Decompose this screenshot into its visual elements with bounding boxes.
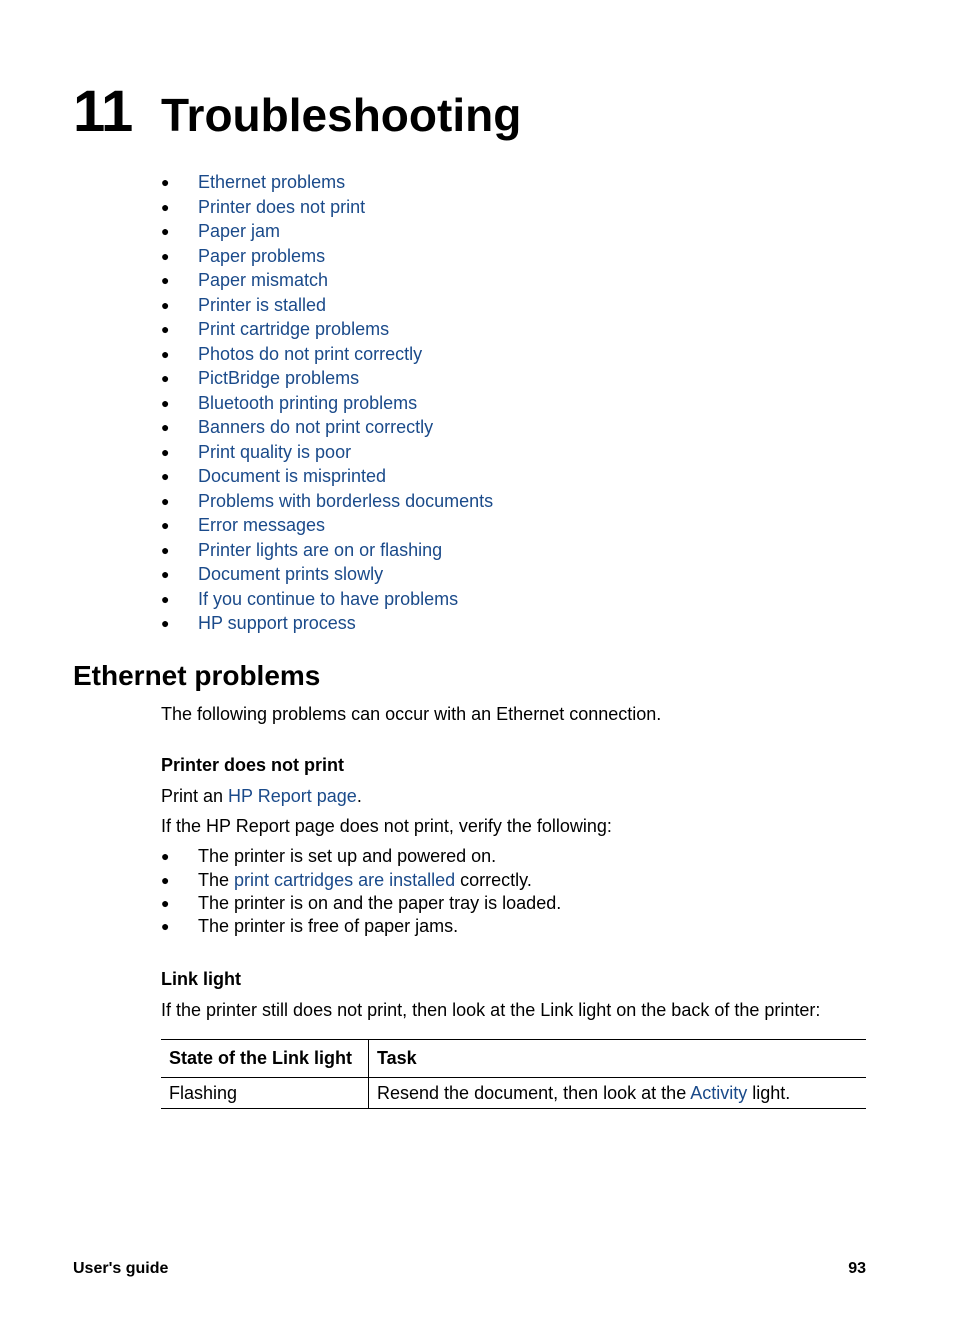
footer-page-number: 93 (848, 1260, 866, 1277)
activity-link[interactable]: Activity (690, 1082, 748, 1103)
table-header-state: State of the Link light (161, 1040, 369, 1078)
list-item-text: The printer is set up and powered on. (198, 846, 497, 866)
verify-text: If the HP Report page does not print, verify the following: (161, 816, 612, 836)
table-header-task: Task (369, 1040, 867, 1078)
toc-link-paper-mismatch[interactable]: Paper mismatch (198, 270, 329, 290)
bullet-icon: ● (161, 370, 170, 386)
list-item-suffix: correctly. (455, 869, 532, 890)
toc-item (161, 219, 493, 244)
print-report-instruction (161, 785, 362, 807)
list-item-text: The printer is on and the paper tray is loaded. (198, 893, 562, 913)
toc-link-bluetooth-problems[interactable]: Bluetooth printing problems (198, 392, 418, 413)
toc-link-photos-do-not-print[interactable]: Photos do not print correctly (198, 343, 423, 364)
section-intro: The following problems can occur with an Ethernet connection. (161, 704, 662, 724)
toc-link-banners[interactable]: Banners do not print correctly (198, 417, 434, 437)
toc-item (161, 391, 493, 416)
toc-item (161, 317, 493, 342)
bullet-icon: ● (161, 871, 170, 888)
subsection-heading-printer-does-not-print: Printer does not print (161, 755, 345, 775)
bullet-icon: ● (161, 272, 170, 288)
toc-link-print-cartridge-problems[interactable]: Print cartridge problems (198, 319, 390, 339)
toc-item (161, 268, 493, 293)
toc-item (161, 342, 493, 367)
bullet-icon: ● (161, 247, 170, 264)
toc-link-misprinted[interactable]: Document is misprinted (198, 466, 387, 486)
toc-item (161, 587, 493, 612)
table-cell-state: Flashing (161, 1078, 369, 1109)
task-suffix: light. (747, 1082, 791, 1103)
toc-link-error-messages[interactable]: Error messages (198, 515, 326, 535)
verify-list (161, 845, 561, 938)
bullet-icon: ● (161, 917, 170, 934)
list-item (161, 845, 561, 869)
bullet-icon: ● (161, 345, 170, 362)
chapter-heading (73, 78, 521, 145)
toc-item (161, 440, 493, 465)
toc-link-paper-problems[interactable]: Paper problems (198, 245, 326, 266)
toc-link-hp-support[interactable]: HP support process (198, 613, 356, 633)
bullet-icon: ● (161, 566, 170, 582)
table-row (161, 1078, 866, 1109)
toc-item (161, 293, 493, 318)
section-title: Ethernet problems (73, 660, 321, 691)
toc-link-printer-does-not-print[interactable]: Printer does not print (198, 196, 366, 217)
task-prefix: Resend the document, then look at the (377, 1082, 691, 1103)
toc-item (161, 513, 493, 538)
list-item (161, 915, 561, 939)
bullet-icon: ● (161, 296, 170, 313)
toc-item (161, 489, 493, 514)
bullet-icon: ● (161, 394, 170, 411)
bullet-icon: ● (161, 223, 170, 239)
print-suffix: . (356, 786, 362, 806)
bullet-icon: ● (161, 468, 170, 484)
bullet-icon: ● (161, 895, 170, 911)
toc-item (161, 244, 493, 269)
toc-link-printer-lights[interactable]: Printer lights are on or flashing (198, 539, 443, 560)
toc-item (161, 538, 493, 563)
cartridges-installed-link[interactable]: print cartridges are installed (234, 869, 456, 890)
toc-link-paper-jam[interactable]: Paper jam (198, 221, 281, 241)
list-item-text: The printer is free of paper jams. (198, 915, 459, 936)
bullet-icon: ● (161, 198, 170, 215)
footer-guide-title: User's guide (73, 1260, 169, 1277)
toc-item (161, 611, 493, 636)
bullet-icon: ● (161, 443, 170, 460)
toc-item (161, 562, 493, 587)
toc-item (161, 415, 493, 440)
bullet-icon: ● (161, 492, 170, 509)
bullet-icon: ● (161, 848, 170, 864)
toc-link-borderless[interactable]: Problems with borderless documents (198, 490, 494, 511)
chapter-number: 11 (73, 79, 133, 144)
toc-link-pictbridge-problems[interactable]: PictBridge problems (198, 368, 360, 388)
link-light-text: If the printer still does not print, then look at the Link light on the back of the printer: (161, 1000, 821, 1020)
hp-report-page-link[interactable]: HP Report page (228, 786, 357, 806)
table-cell-task (369, 1078, 867, 1109)
toc-list (161, 170, 493, 636)
subsection-heading-link-light: Link light (161, 969, 241, 989)
bullet-icon: ● (161, 590, 170, 607)
list-item (161, 892, 561, 915)
bullet-icon: ● (161, 517, 170, 533)
toc-link-print-quality[interactable]: Print quality is poor (198, 441, 352, 462)
list-item (161, 869, 561, 893)
toc-item (161, 464, 493, 489)
bullet-icon: ● (161, 615, 170, 631)
toc-link-ethernet-problems[interactable]: Ethernet problems (198, 172, 346, 192)
bullet-icon: ● (161, 321, 170, 337)
print-prefix: Print an (161, 786, 229, 806)
toc-item (161, 195, 493, 220)
chapter-title: Troubleshooting (161, 89, 522, 141)
bullet-icon: ● (161, 541, 170, 558)
table-header-row (161, 1040, 866, 1078)
list-item-prefix: The (198, 869, 235, 890)
bullet-icon: ● (161, 174, 170, 190)
toc-item (161, 170, 493, 195)
toc-link-prints-slowly[interactable]: Document prints slowly (198, 564, 384, 584)
link-light-table (161, 1039, 866, 1109)
toc-link-continue-problems[interactable]: If you continue to have problems (198, 588, 459, 609)
toc-item (161, 366, 493, 391)
bullet-icon: ● (161, 419, 170, 435)
toc-link-printer-is-stalled[interactable]: Printer is stalled (198, 294, 327, 315)
